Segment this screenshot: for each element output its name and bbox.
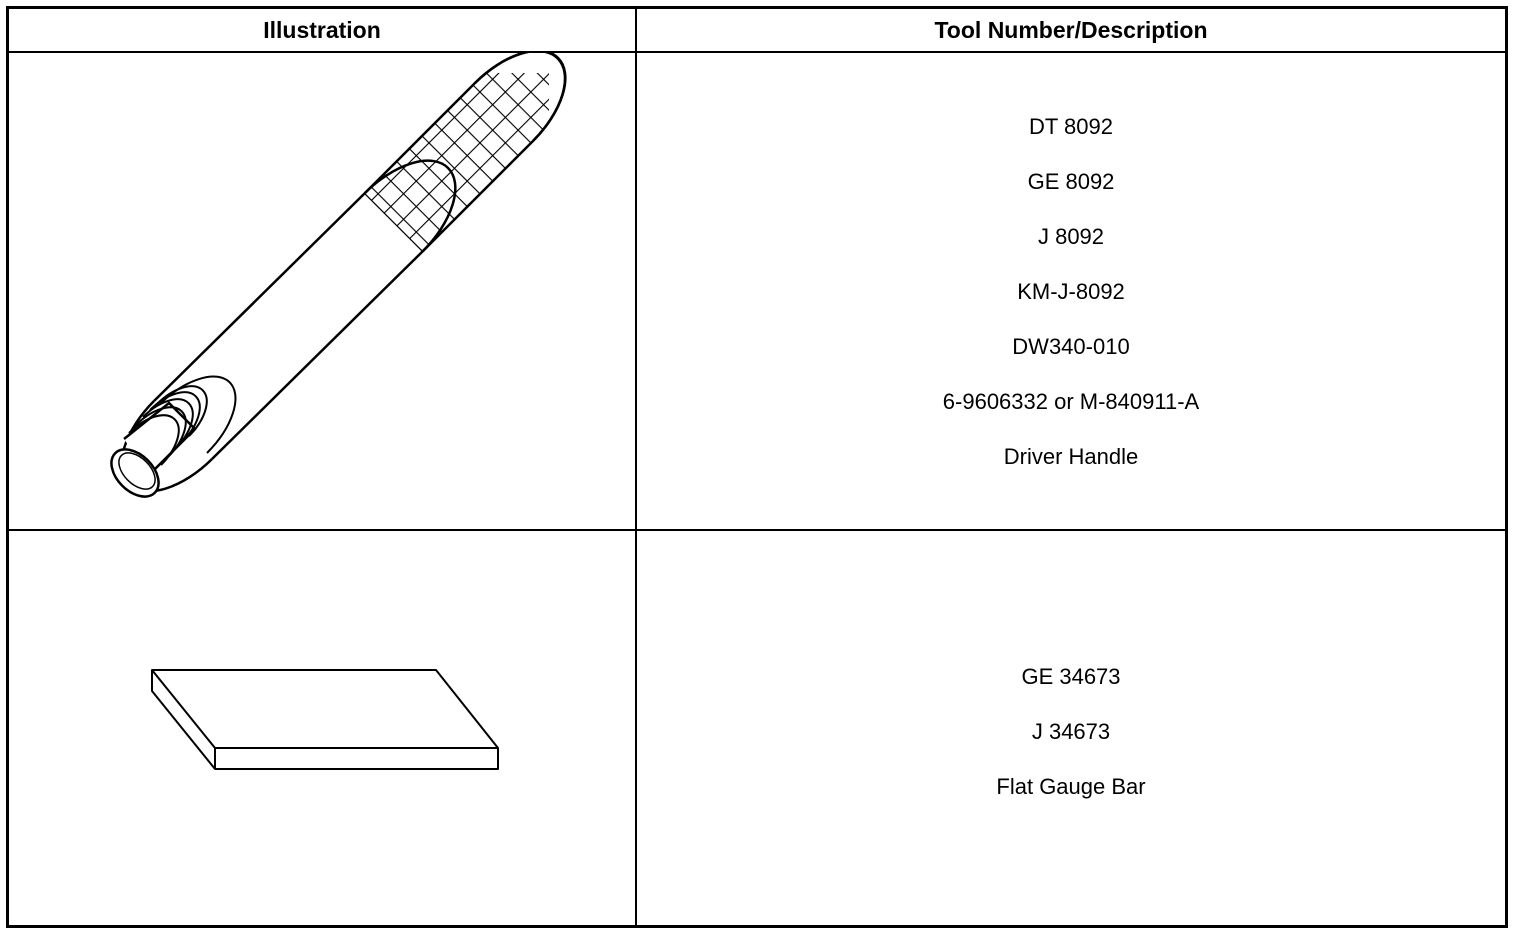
tool-number-line: DT 8092 [1029, 114, 1113, 139]
tool-description-driver-handle [637, 99, 1505, 484]
tool-number-line: J 8092 [1037, 224, 1105, 249]
tool-number-line: GE 34673 [1021, 664, 1121, 689]
header-tool-number: Tool Number/Description [934, 16, 1208, 43]
tool-number-line: J 34673 [1031, 719, 1111, 744]
tool-number-line: GE 8092 [1027, 169, 1115, 194]
tool-name: Driver Handle [1003, 444, 1139, 469]
flat-gauge-bar-icon [9, 531, 635, 928]
tool-description-flat-gauge-bar [637, 649, 1505, 814]
tool-number-line: 6-9606332 or M-840911-A [942, 389, 1200, 414]
driver-handle-icon [9, 53, 635, 529]
tool-number-line: DW340-010 [1012, 334, 1130, 359]
tool-name: Flat Gauge Bar [996, 774, 1146, 799]
tool-table [6, 6, 1508, 928]
header-illustration: Illustration [263, 16, 381, 43]
tool-number-line: KM-J-8092 [1017, 279, 1125, 304]
